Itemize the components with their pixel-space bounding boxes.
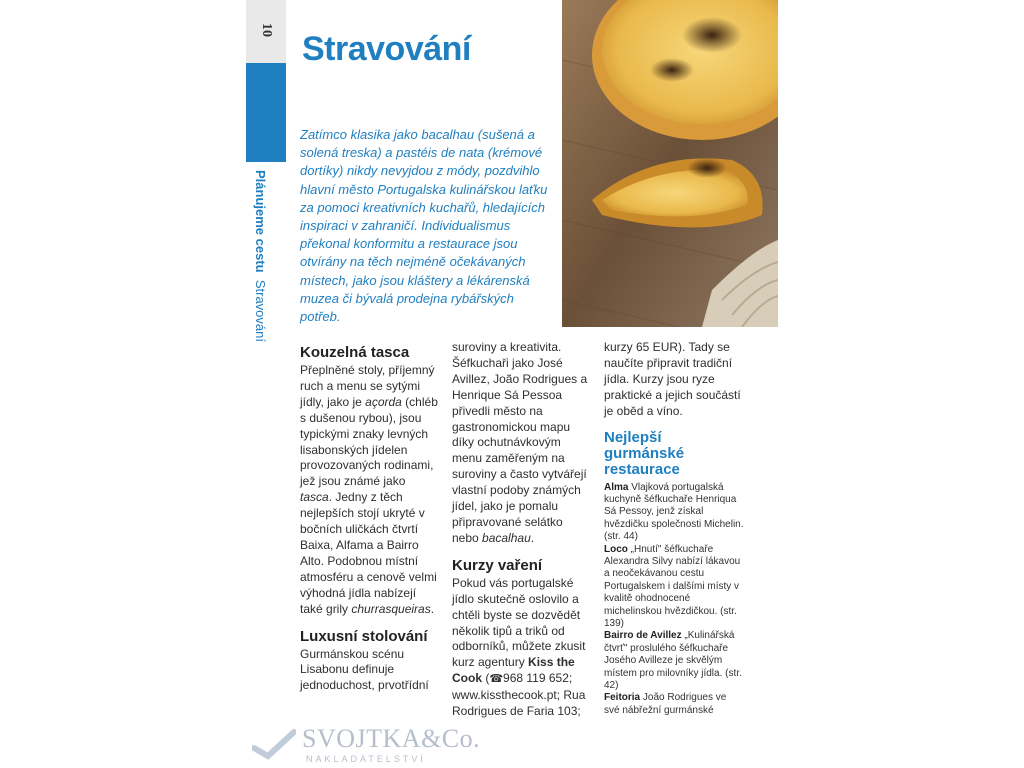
restaurant-item: Bairro de Avillez „Kulinářská čtvrť" proslulého šéfkuchaře Josého Avilleze je skvělým místem pro milovníky jídla. (str. 42)	[604, 630, 742, 692]
page-title: Stravování	[302, 30, 471, 68]
restaurant-name: Loco	[604, 543, 628, 555]
restaurant-item: Alma Vlajková portugalská kuchyně šéfkuchaře Henriqua Sá Pessoy, jenž získal hvězdičku společnosti Michelin. (str. 44)	[604, 481, 744, 543]
page-number: 10	[259, 23, 274, 37]
pastry-illustration	[562, 0, 778, 327]
restaurant-name: Feitoria	[604, 692, 641, 704]
heading-kouzelna-tasca: Kouzelná tasca	[300, 344, 410, 361]
restaurant-item: Loco „Hnutí" šéfkuchaře Alexandra Silvy nabízí lákavou a neočekávanou cestu Portugalskem i dalšími místy v kvalitě ohodnocené michelinskou hvězdičkou. (str. 139)	[604, 543, 741, 629]
restaurant-item: Feitoria João Rodrigues ve své nábřežní gurmánské	[604, 692, 727, 716]
publisher-name: SVOJTKA&Co.	[302, 724, 481, 753]
heading-luxusni-stolovani: Luxusní stolování	[300, 627, 428, 645]
chapter-label	[253, 170, 268, 342]
pastel-de-nata-photo	[562, 0, 778, 327]
chapter-subsection: Stravování	[253, 279, 268, 342]
publisher-subtitle: NAKLADATELSTVÍ	[306, 754, 426, 764]
heading-nejlepsi-restaurace: Nejlepší gurmánské restaurace	[604, 428, 685, 478]
heading-kurzy-vareni: Kurzy vaření	[452, 556, 543, 574]
paragraph-suroviny: suroviny a kreativita. Šéfkuchaři jako José Avillez, João Rodrigues a Henrique Sá Pessoa přivedli město na gastronomickou mapu díky ochutnávkovým menu zaměřeným na suroviny a často vytvářejí vlastní podoby známých jídel, jako je pomalu připravované selátko nebo bacalhau.	[452, 340, 588, 545]
column-3	[604, 340, 744, 717]
restaurant-name: Alma	[604, 481, 629, 493]
paragraph-kurzy: Pokud vás portugalské jídlo skutečně oslovilo a chtěli byste se dozvědět několik tipů a triků od odborníků, můžete zkusit kurz agentury Kiss the Cook (☎968 119 652; www.kissthecook.pt; Rua Rodrigues de Faria 103;	[452, 575, 586, 719]
book-page	[246, 0, 778, 768]
restaurant-name: Bairro de Avillez	[604, 630, 682, 642]
publisher-logo-icon	[252, 726, 296, 762]
phone-icon: ☎	[489, 673, 504, 686]
paragraph-kurzy-cont: kurzy 65 EUR). Tady se naučíte připravit tradiční jídla. Kurzy jsou ryze praktické a jejich součástí je oběd a víno.	[604, 340, 741, 418]
chapter-tab	[246, 63, 286, 162]
column-2	[452, 340, 592, 720]
intro-paragraph: Zatímco klasika jako bacalhau (sušená a solená treska) a pastéis de nata (krémové dortíky) nikdy nevyjdou z módy, pozdvihlo hlavní město Portugalska kulinářskou laťku za pomoci kreativních kuchařů, hledajících inspiraci v zahraničí. Individualismus překonal konformitu a restaurace jsou otvírány na těch nejméně očekávaných místech, jako jsou kláštery a lékárenská muzea či bývalá prodejna rybářských potřeb.	[300, 127, 548, 325]
paragraph-luxusni: Gurmánskou scénu Lisabonu definuje jednoduchost, prvotřídní	[300, 646, 429, 693]
paragraph-tasca: Přeplněné stoly, příjemný ruch a menu se sytými jídly, jako je açorda (chléb s dušenou rybou), jsou typickými znaky levných lisabonských jídelen provozovaných rodinami, jež jsou známé jako tasca. Jedny z těch nejlepších stojí ukryté v bočních uličkách čtvrtí Baixa, Alfama a Bairro Alto. Podobnou místní atmosféru a cenově velmi výhodná jídla nabízejí také grily churrasqueiras.	[300, 363, 438, 616]
chapter-section: Plánujeme cestu	[253, 170, 268, 273]
publisher-watermark	[252, 720, 481, 768]
column-1	[300, 340, 440, 694]
